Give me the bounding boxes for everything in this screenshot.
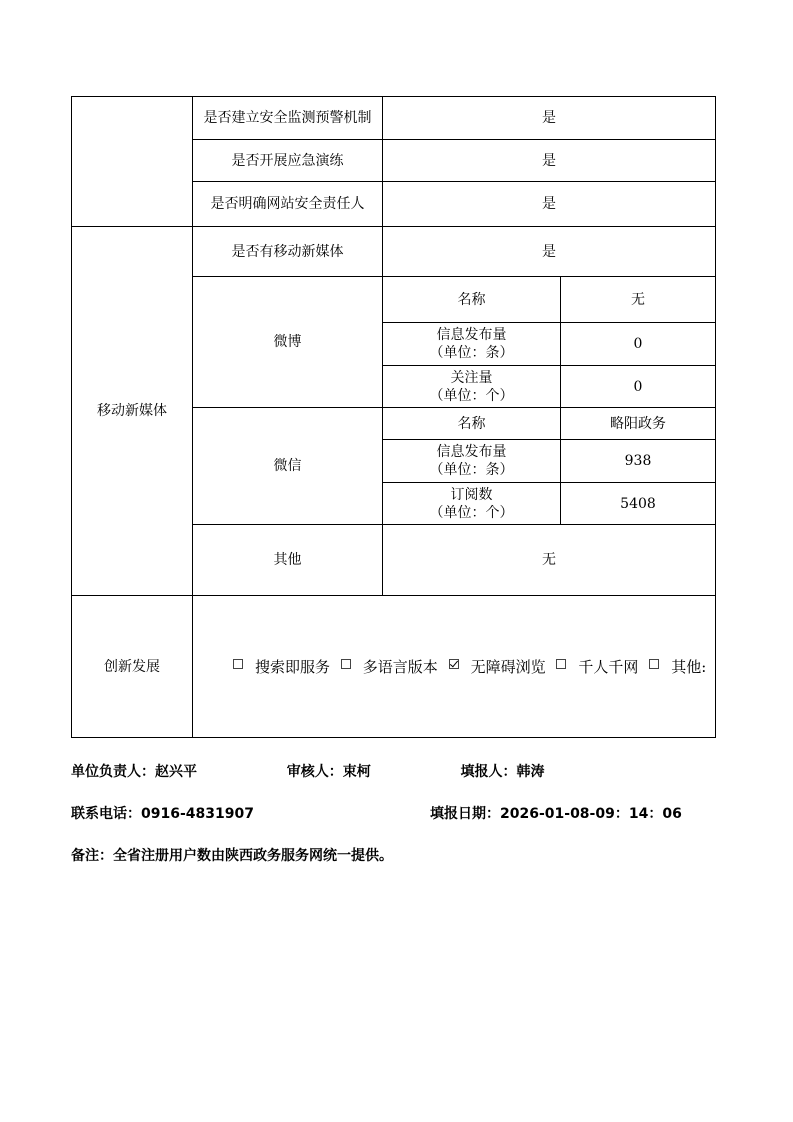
footer-note: 备注：全省注册用户数由陕西政务服务网统一提供。 xyxy=(71,848,393,864)
footer-signatures xyxy=(71,761,545,781)
responsible-value: 是 xyxy=(383,182,716,227)
wechat-subs-label-line1: 订阅数 xyxy=(450,486,493,503)
wechat-subs-label xyxy=(383,483,561,525)
wechat-name-label: 名称 xyxy=(383,408,561,440)
mobile-media-section-label: 移动新媒体 xyxy=(72,227,193,596)
security-section-cell xyxy=(72,97,193,227)
weibo-name-label: 名称 xyxy=(383,277,561,323)
wechat-name-value: 略阳政务 xyxy=(561,408,716,440)
report-table xyxy=(71,96,716,738)
checkbox-icon[interactable] xyxy=(556,659,566,669)
option-other[interactable]: 其他: xyxy=(645,658,708,676)
drill-label: 是否开展应急演练 xyxy=(193,140,383,182)
weibo-posts-label xyxy=(383,323,561,366)
option-search-service[interactable]: 搜索即服务 xyxy=(229,658,332,676)
wechat-posts-label-line1: 信息发布量 xyxy=(436,444,507,460)
checkbox-checked-icon[interactable] xyxy=(449,659,459,669)
weibo-posts-label-line1: 信息发布量 xyxy=(436,327,507,343)
responsible-label: 是否明确网站安全责任人 xyxy=(193,182,383,227)
wechat-subs-value: 5408 xyxy=(561,483,716,525)
monitoring-value: 是 xyxy=(383,97,716,140)
weibo-posts-label-line2: （单位：条） xyxy=(429,345,514,361)
checkbox-icon[interactable] xyxy=(233,659,243,669)
wechat-posts-value: 938 xyxy=(561,440,716,483)
weibo-name-value: 无 xyxy=(561,277,716,323)
innovation-options xyxy=(193,596,716,738)
wechat-posts-label xyxy=(383,440,561,483)
other-media-label: 其他 xyxy=(193,525,383,596)
fill-date: 填报日期：2026-01-08-09：14：06 xyxy=(430,806,682,822)
drill-value: 是 xyxy=(383,140,716,182)
other-media-value: 无 xyxy=(383,525,716,596)
reviewer: 审核人：束柯 xyxy=(286,764,371,780)
checkbox-icon[interactable] xyxy=(341,659,351,669)
unit-head: 单位负责人：赵兴平 xyxy=(71,764,197,780)
monitoring-label: 是否建立安全监测预警机制 xyxy=(193,97,383,140)
weibo-followers-value: 0 xyxy=(561,366,716,408)
option-accessibility[interactable]: 无障碍浏览 xyxy=(445,658,548,676)
wechat-posts-label-line2: （单位：条） xyxy=(429,462,514,478)
innovation-label: 创新发展 xyxy=(72,596,193,738)
weibo-followers-label-line1: 关注量 xyxy=(450,369,493,386)
option-personalized[interactable]: 千人千网 xyxy=(552,658,640,676)
checkbox-icon[interactable] xyxy=(649,659,659,669)
filler: 填报人：韩涛 xyxy=(460,764,545,780)
weibo-posts-value: 0 xyxy=(561,323,716,366)
wechat-subs-label-line2: （单位：个） xyxy=(429,504,514,521)
has-mobile-media-label: 是否有移动新媒体 xyxy=(193,227,383,277)
has-mobile-media-value: 是 xyxy=(383,227,716,277)
weibo-followers-label xyxy=(383,366,561,408)
contact-phone: 联系电话：0916-4831907 xyxy=(71,806,254,822)
weibo-label: 微博 xyxy=(193,277,383,408)
option-multilingual[interactable]: 多语言版本 xyxy=(337,658,440,676)
wechat-label: 微信 xyxy=(193,408,383,525)
weibo-followers-label-line2: （单位：个） xyxy=(429,387,514,404)
